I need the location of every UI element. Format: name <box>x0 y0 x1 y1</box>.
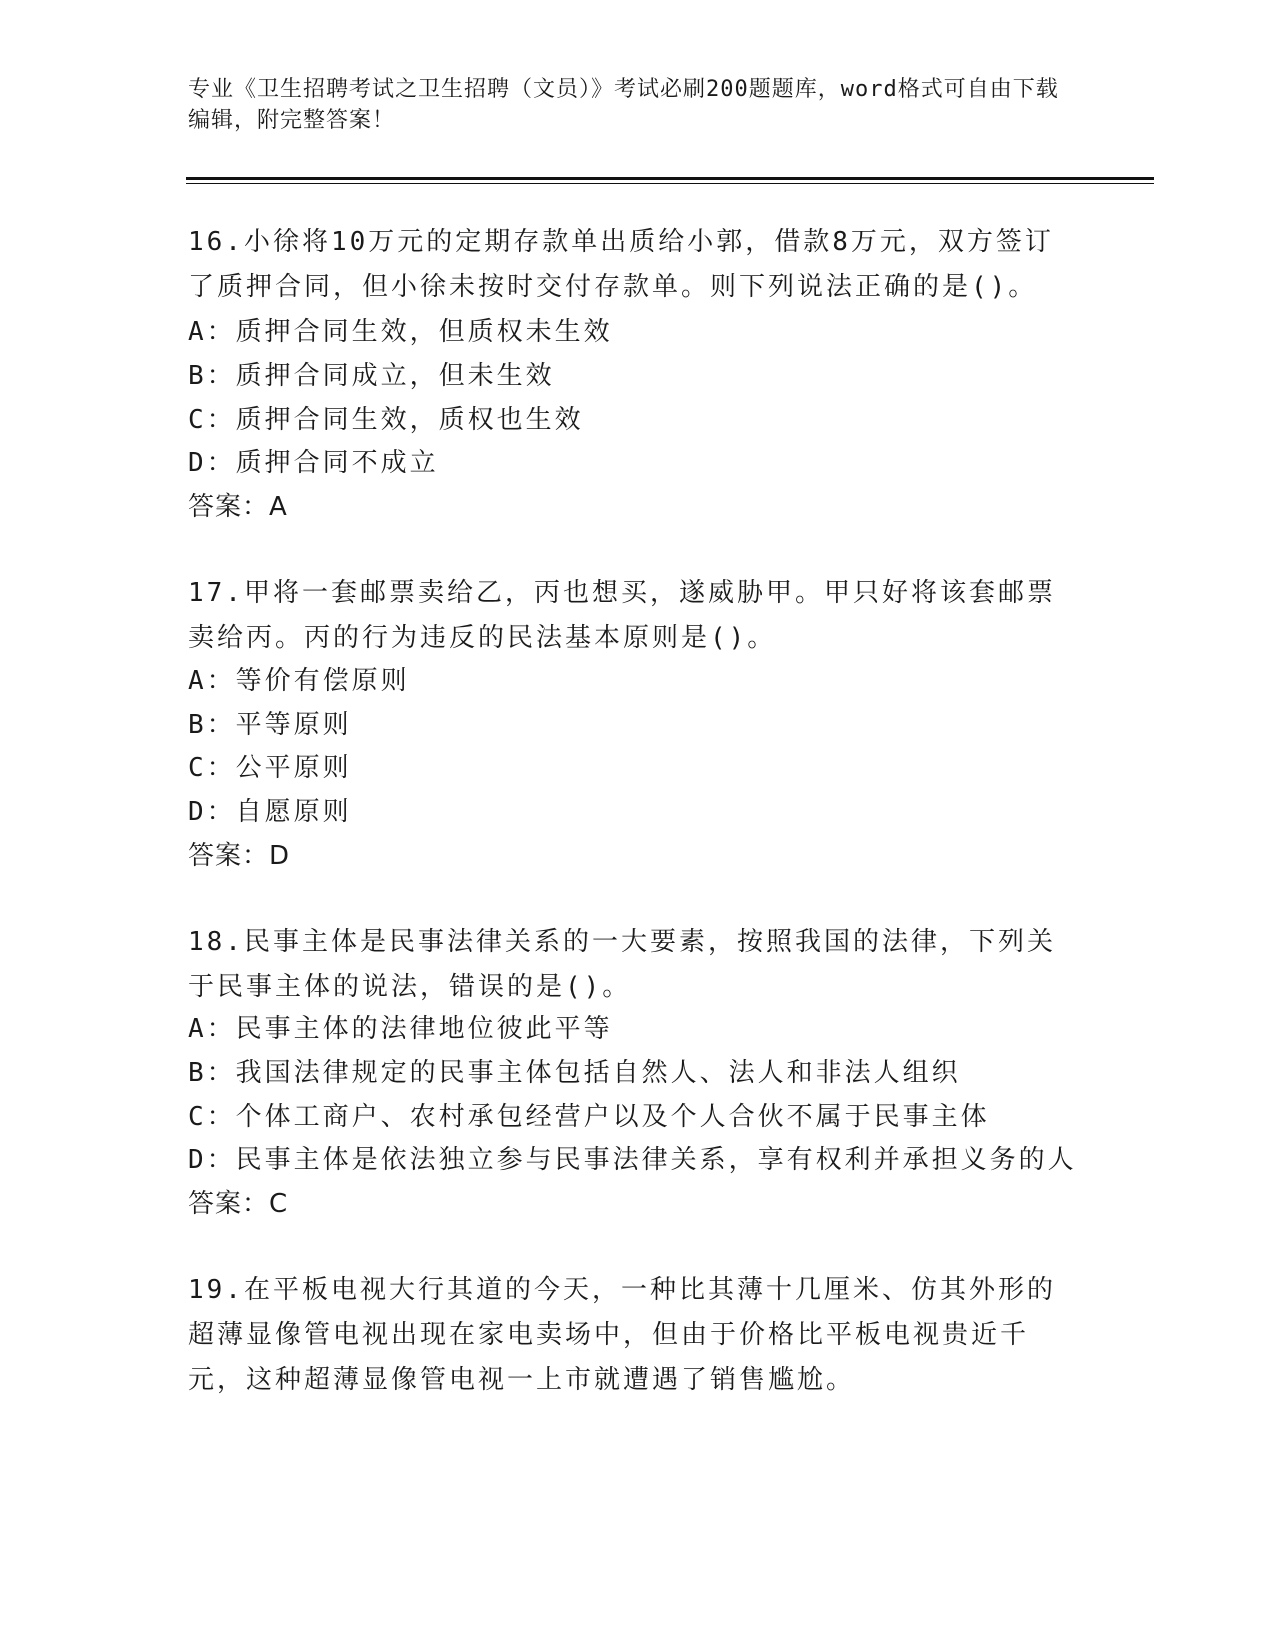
question-18-answer: 答案：C <box>188 1189 289 1219</box>
question-16-answer: 答案：A <box>188 492 288 522</box>
question-18-option-d: D：民事主体是依法独立参与民事法律关系，享有权利并承担义务的人 <box>188 1145 1077 1175</box>
question-17-option-c: C：公平原则 <box>188 753 352 783</box>
header-divider-thick <box>186 177 1154 180</box>
question-17-option-b: B：平等原则 <box>188 710 352 740</box>
question-16-option-d: D：质押合同不成立 <box>188 448 439 478</box>
question-16-option-b: B：质押合同成立，但未生效 <box>188 361 555 391</box>
question-16-option-a: A：质押合同生效，但质权未生效 <box>188 317 613 347</box>
question-17-option-a: A：等价有偿原则 <box>188 666 410 696</box>
question-18-option-b: B：我国法律规定的民事主体包括自然人、法人和非法人组织 <box>188 1058 961 1088</box>
question-17-answer: 答案：D <box>188 841 291 871</box>
question-16-stem: 16.小徐将10万元的定期存款单出质给小郭，借款8万元，双方签订了质押合同，但小徐未按时交付存款单。则下列说法正确的是()。 <box>188 227 1054 302</box>
question-18-option-a: A：民事主体的法律地位彼此平等 <box>188 1014 613 1044</box>
question-17-option-d: D：自愿原则 <box>188 797 352 827</box>
question-18-stem: 18.民事主体是民事法律关系的一大要素，按照我国的法律，下列关于民事主体的说法，错误的是()。 <box>188 927 1056 1002</box>
question-19-stem: 19.在平板电视大行其道的今天，一种比其薄十几厘米、仿其外形的超薄显像管电视出现在家电卖场中，但由于价格比平板电视贵近千元，这种超薄显像管电视一上市就遭遇了销售尴尬。 <box>188 1275 1056 1395</box>
question-18-option-c: C：个体工商户、农村承包经营户以及个人合伙不属于民事主体 <box>188 1102 990 1132</box>
question-17-stem: 17.甲将一套邮票卖给乙，丙也想买，遂威胁甲。甲只好将该套邮票卖给丙。丙的行为违反的民法基本原则是()。 <box>188 578 1056 653</box>
header-divider-thin <box>186 183 1154 184</box>
document-header: 专业《卫生招聘考试之卫生招聘（文员）》考试必刷200题题库，word格式可自由下载编辑，附完整答案！ <box>188 77 1059 133</box>
question-16-option-c: C：质押合同生效，质权也生效 <box>188 405 584 435</box>
